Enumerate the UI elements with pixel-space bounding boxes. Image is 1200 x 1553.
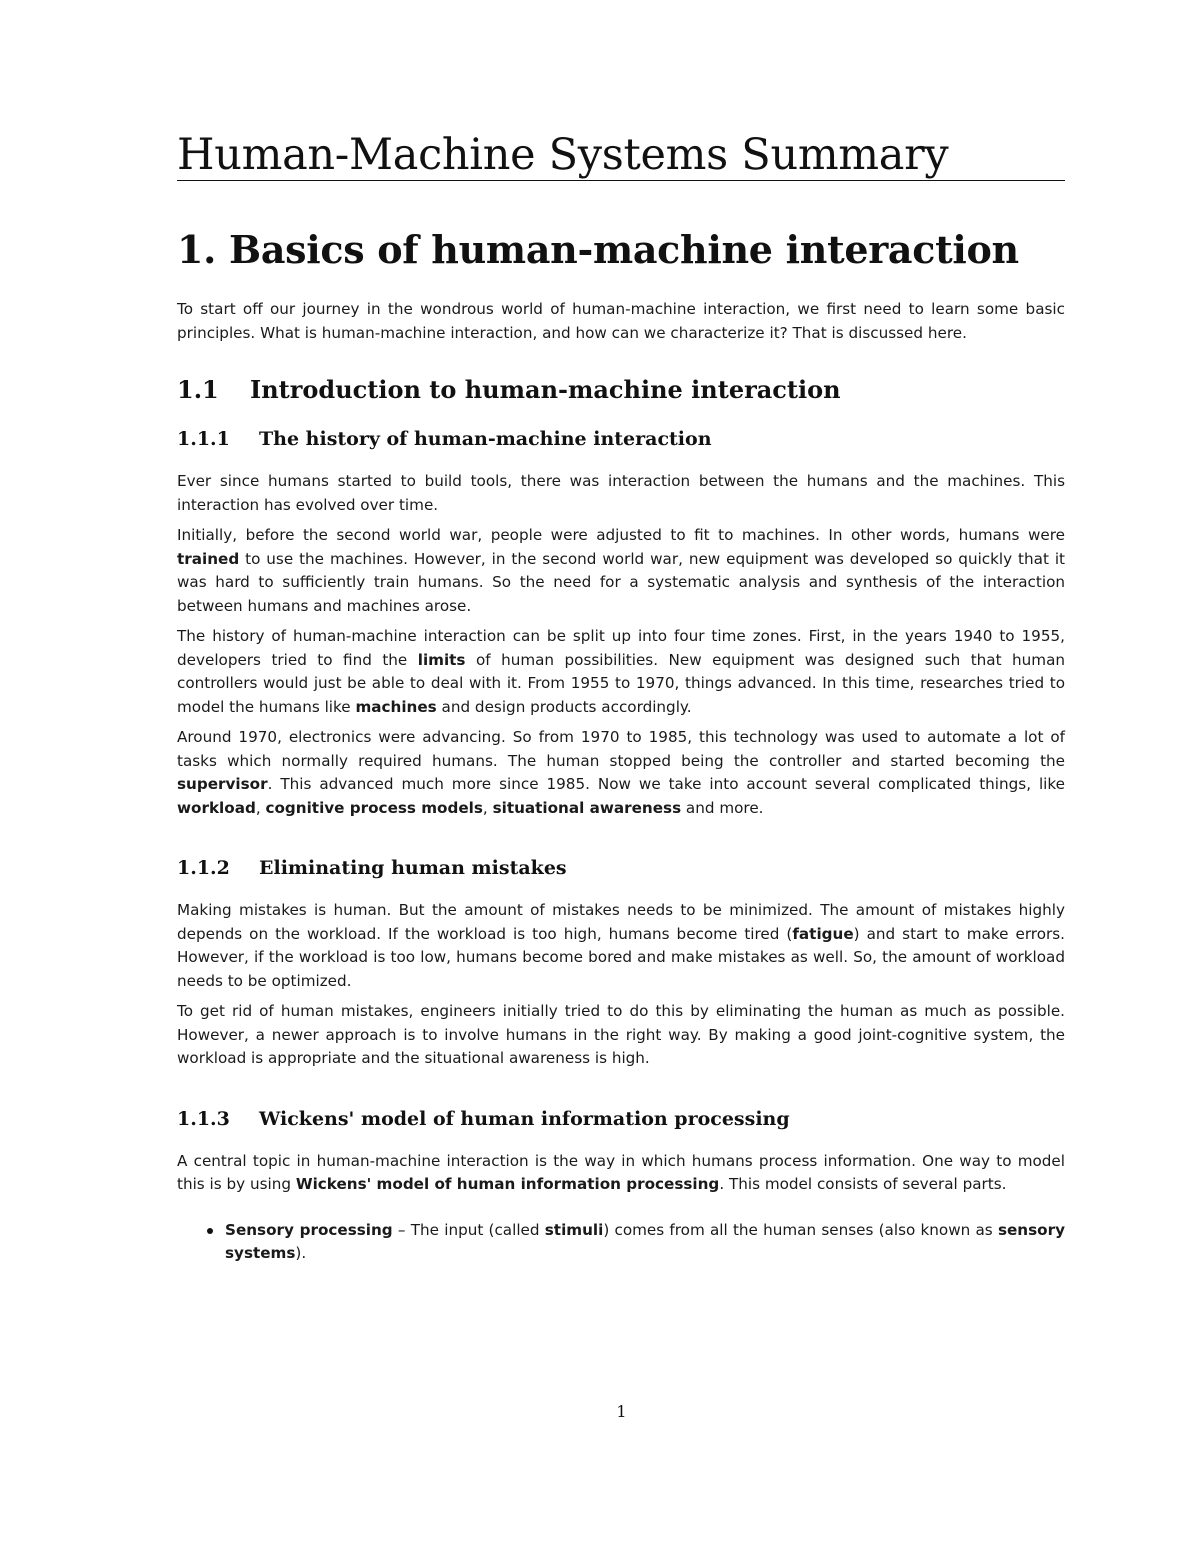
text-run: of human possibilities. New equipment was designed such that human controllers would just be able to deal with it. From 1955 to 1970, things advanced. In this time, researches tried to model the humans like [177,650,1065,716]
bold-term: Wickens' model of human information processing [295,1175,720,1193]
bold-term: stimuli [544,1220,604,1239]
chapter-number: 1. [177,227,217,272]
page-content [177,130,1065,1266]
subsection-title: The history of human-machine interaction [259,428,712,450]
subsection-heading-wickens [177,1105,1065,1133]
text-run: and more. [681,798,764,817]
text-run: The history of human-machine interaction can be split up into four time zones. First, in the years 1940 to 1955, developers tried to find the [177,627,1065,669]
document-title: Human-Machine Systems Summary [177,130,1065,181]
bold-term: machines [355,697,437,716]
subsection-heading-mistakes [177,854,1065,882]
text-run: ). [295,1244,307,1262]
section-heading [177,375,1065,405]
section-title: Introduction to human-machine interaction [250,375,841,404]
paragraph [177,1150,1065,1197]
chapter-intro-paragraph: To start off our journey in the wondrous world of human-machine interaction, we first need to learn some basic principles. What is human-machine interaction, and how can we characterize it? That is discussed here. [177,300,1065,342]
bold-term: fatigue [792,924,854,943]
chapter-heading [177,227,1065,273]
text-run: A central topic in human-machine interaction is the way in which humans process information. One way to model this is by using [177,1151,1065,1193]
text-run: ) and start to make errors. However, if the workload is too low, humans become bored and make mistakes as well. So, the amount of workload needs to be optimized. [177,924,1065,990]
paragraph [177,625,1065,719]
text-run: and design products accordingly. [436,697,692,716]
bold-term: sensory systems [225,1220,1065,1262]
text-run: Making mistakes is human. But the amount of mistakes needs to be minimized. The amount of mistakes highly depends on the workload. If the workload is too high, humans become tired ( [177,901,1065,943]
text-run: – The input (called [392,1220,545,1239]
section-number: 1.1 [177,375,219,404]
bold-term: Sensory processing [225,1220,393,1239]
subsection-number: 1.1.2 [177,857,230,879]
text-run: , [482,798,493,817]
bold-term: workload [177,798,256,817]
chapter-title: Basics of human-machine interaction [229,227,1019,272]
paragraph [177,524,1065,618]
list-item [205,1219,1065,1266]
text-run: Around 1970, electronics were advancing. So from 1970 to 1985, this technology was used to automate a lot of tasks which normally required humans. The human stopped being the controller and started becoming the [177,728,1065,770]
text-run: . This model consists of several parts. [719,1175,1007,1193]
subsection-heading-history [177,425,1065,453]
text-run: Initially, before the second world war, people were adjusted to fit to machines. In other words, humans were [177,526,1065,544]
paragraph [177,726,1065,820]
subsection-number: 1.1.3 [177,1107,230,1130]
bullet-list [177,1219,1065,1266]
bold-term: supervisor [177,775,268,793]
text-run: to use the machines. However, in the second world war, new equipment was developed so quickly that it was hard to sufficiently train humans. So the need for a systematic analysis and synthesis of the interaction between humans and machines arose. [177,549,1065,615]
page-number: 1 [616,1402,627,1421]
text-run: , [255,798,266,817]
bold-term: cognitive process models [265,798,483,817]
subsection-title: Eliminating human mistakes [259,857,567,879]
bold-term: limits [417,650,466,669]
subsection-number: 1.1.1 [177,428,230,450]
bold-term: situational awareness [492,798,682,817]
text-run: ) comes from all the human senses (also known as [603,1220,998,1239]
bold-term: trained [177,549,240,568]
paragraph: To get rid of human mistakes, engineers initially tried to do this by eliminating the human as much as possible. However, a newer approach is to involve humans in the right way. By making a good joint-cognitive system, the workload is appropriate and the situational awareness is high. [177,1002,1065,1067]
subsection-title: Wickens' model of human information processing [259,1107,790,1130]
text-run: . This advanced much more since 1985. Now we take into account several complicated things, like [267,775,1065,793]
paragraph [177,899,1065,993]
paragraph: Ever since humans started to build tools, there was interaction between the humans and the machines. This interaction has evolved over time. [177,472,1065,514]
